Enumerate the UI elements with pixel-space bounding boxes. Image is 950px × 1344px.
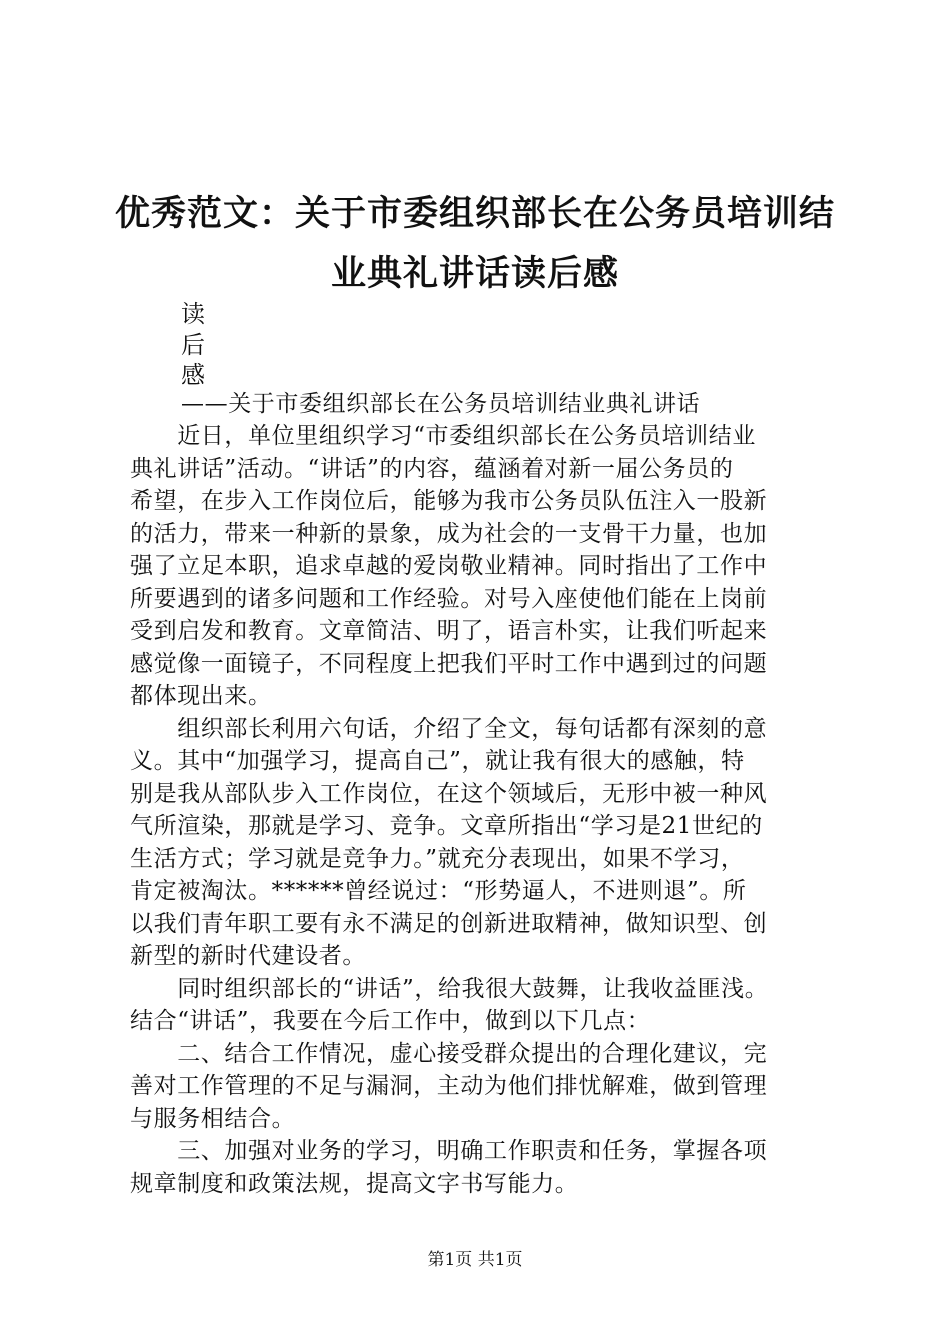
body-line: 以我们青年职工要有永不满足的创新进取精神，做知识型、创 [130, 910, 768, 937]
body-line: 三、加强对业务的学习，明确工作职责和任务，掌握各项 [130, 1138, 768, 1164]
title-line-2: 业典礼讲话读后感 [330, 253, 619, 294]
body-line: 气所渲染，那就是学习、竞争。文章所指出“学习是21世纪的 [130, 813, 763, 839]
title-line-1: 优秀范文：关于市委组织部长在公务员培训结 [114, 193, 835, 234]
vertical-heading-char: 读 [181, 300, 205, 328]
body-line: 同时组织部长的“讲话”，给我很大鼓舞，让我收益匪浅。 [130, 975, 769, 1002]
body-line: 所要遇到的诸多问题和工作经验。对号入座使他们能在上岗前 [130, 585, 768, 612]
body-line: 善对工作管理的不足与漏洞，主动为他们排忧解难，做到管理 [130, 1073, 768, 1099]
body-line: 别是我从部队步入工作岗位，在这个领域后，无形中被一种风 [130, 780, 768, 807]
vertical-heading-char: 后 [181, 331, 205, 359]
body-line: 受到启发和教育。文章简洁、明了，语言朴实，让我们听起来 [130, 618, 768, 644]
body-line: 生活方式；学习就是竞争力。”就充分表现出，如果不学习， [130, 845, 745, 872]
body-line: 新型的新时代建设者。 [130, 943, 366, 969]
body-line: 组织部长利用六句话，介绍了全文，每句话都有深刻的意 [130, 715, 768, 742]
body-line: 典礼讲话”活动。“讲话”的内容，蕴涵着对新一届公务员的 [130, 455, 734, 482]
body-line: 希望，在步入工作岗位后，能够为我市公务员队伍注入一股新 [130, 488, 768, 514]
body-line: 与服务相结合。 [130, 1105, 296, 1132]
subtitle: ——关于市委组织部长在公务员培训结业典礼讲话 [181, 391, 701, 417]
document-title [100, 184, 850, 304]
vertical-heading-char: 感 [181, 361, 205, 389]
body-line: 结合“讲话”，我要在今后工作中，做到以下几点： [130, 1008, 651, 1034]
body-line: 规章制度和政策法规，提高文字书写能力。 [130, 1170, 579, 1197]
body-line: 二、结合工作情况，虚心接受群众提出的合理化建议，完 [130, 1040, 768, 1067]
page-footer: 第1页 共1页 [427, 1250, 523, 1270]
body-line: 肯定被淘汰。******曾经说过：“形势逼人，不进则退”。所 [130, 878, 747, 904]
body-line: 感觉像一面镜子，不同程度上把我们平时工作中遇到过的问题 [130, 650, 768, 677]
body-line: 近日，单位里组织学习“市委组织部长在公务员培训结业 [130, 423, 756, 449]
body-line: 强了立足本职，追求卓越的爱岗敬业精神。同时指出了工作中 [130, 553, 768, 579]
body-line: 都体现出来。 [130, 683, 272, 709]
body-line: 的活力，带来一种新的景象，成为社会的一支骨干力量，也加 [130, 520, 768, 547]
body-line: 义。其中“加强学习，提高自己”，就让我有很大的感触，特 [130, 748, 745, 774]
